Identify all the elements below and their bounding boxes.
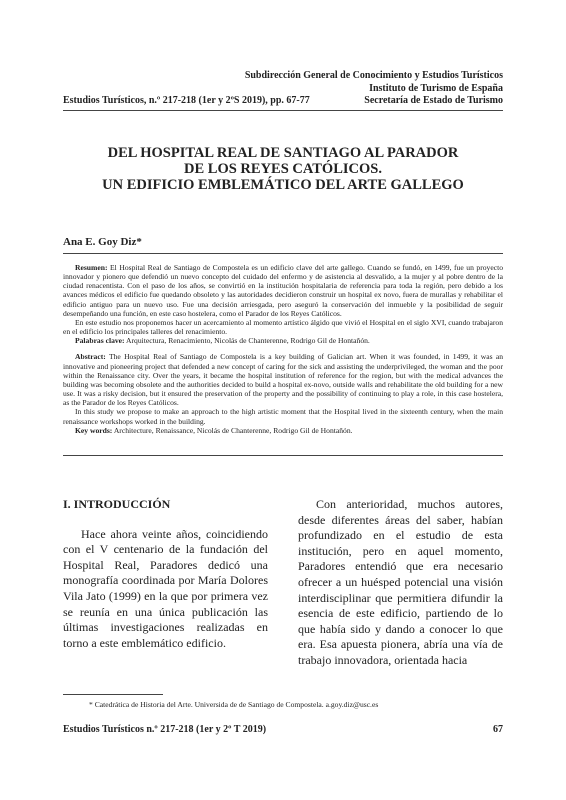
abstracts-divider — [63, 455, 503, 456]
abstract-paragraph — [63, 352, 503, 407]
institution-line-2: Instituto de Turismo de España — [369, 82, 503, 94]
resumen-paragraph-2: En este estudio nos proponemos hacer un acercamiento al momento artístico álgido que vivió el Hospital en el siglo XVI, cuando trabajaron en el edificio los principales talleres del renacimiento. — [63, 317, 503, 337]
author-divider — [63, 253, 503, 254]
author-name: Ana E. Goy Diz* — [63, 236, 142, 248]
article-title — [63, 145, 503, 193]
abstract-keywords-label: Key words: — [75, 425, 113, 435]
section-heading: I. INTRODUCCIÓN — [63, 497, 171, 511]
footnote-divider — [63, 694, 163, 695]
header-divider — [63, 110, 503, 111]
abstract-spacer — [63, 345, 503, 352]
abstract-paragraph-2: In this study we propose to make an approach to the high artistic moment that the Hospital lived in the sixteenth century, when the main renaissance workshops worked in the building. — [63, 407, 503, 426]
abstract-text: The Hospital Real of Santiago de Compostela is a key building of Galician art. When it was founded, in 1499, it was an innovative and pioneering project that defended a new concept of caring for the sick and assisting the underprivileged, the woman and the poor within the Renaissance city. Over the years, it became the hospital institution of reference for the region, but with the medical advances the building was becoming obsolete and the authorities decided to build a hospital ex-novo, outside walls and rehabilitate the old building for a new use. It was a risky decision, but it ensured the preservation of the property and the possibility of continuing to play a role, in this case hostelera, as the Parador de los Reyes Católicos. — [63, 352, 503, 408]
title-line-3: UN EDIFICIO EMBLEMÁTICO DEL ARTE GALLEGO — [102, 177, 464, 193]
abstract-keywords — [63, 426, 503, 435]
resumen-label: Resumen: — [75, 263, 108, 272]
resumen-text: El Hospital Real de Santiago de Compostela es un edificio clave del arte gallego. Cuando se fundó, en 1499, fue un proyecto innovador y pionero que defendió un nuevo concepto del cuidado del enfermo y de asistencia al desvalido, a la mujer y al pobre dentro de la ciudad renacentista. Con el paso de los años, se convirtió en la institución hospitalaria de referencia para toda la región, pero debido a los avances médicos el edificio fue quedando obsoleto y las autoridades decidieron construir un hospital ex novo, fuera de murallas y rehabilitar el edificio antiguo para un nuevo uso. Fue una decisión arriesgada, pero aseguró la conservación del inmueble y la posibilidad de seguir desempeñando una función, en este caso hostelera, como el Parador de los Reyes Católicos. — [63, 263, 503, 318]
resumen-paragraph — [63, 263, 503, 318]
body-column-right — [298, 497, 503, 669]
page-number: 67 — [493, 724, 503, 735]
intro-paragraph: Hace ahora veinte años, coincidiendo con el V centenario de la fundación del Hospital Real, Paradores dedicó una monografía coordinada por María Dolores Vila Jato (1999) en la que por primera vez se reunía en una única publicación las últimas investigaciones realizadas en torno a este emblemático edificio. — [63, 526, 268, 650]
resumen-keywords — [63, 336, 503, 345]
title-line-2: DE LOS REYES CATÓLICOS. — [184, 161, 382, 177]
abstract-label: Abstract: — [75, 352, 106, 362]
abstracts-block — [63, 263, 503, 435]
abstract-keywords-text: Architecture, Renaissance, Nicolás de Chanterenne, Rodrigo Gil de Hontañón. — [112, 425, 353, 435]
journal-citation: Estudios Turísticos, n.º 217-218 (1er y 2ºS 2019), pp. 67-77 — [63, 95, 310, 106]
continuation-paragraph: Con anterioridad, muchos autores, desde diferentes áreas del saber, habían profundizado en el estudio de esta institución, pero en aquel momento, Paradores entendió que era necesario ofrecer a un huésped potencial una visión interdisciplinar que permitiera difundir la esencia de este edificio, partiendo de lo que había sido y dando a conocer lo que era. Esa apuesta pionera, abría una vía de trabajo innovadora, orientada hacia — [298, 497, 503, 667]
institution-line-1: Subdirección General de Conocimiento y Estudios Turísticos — [244, 70, 503, 81]
author-footnote: * Catedrática de Historia del Arte. Universida de de Santiago de Compostela. a.goy.diz@usc.es — [89, 700, 379, 709]
body-column-left — [63, 497, 268, 651]
title-line-1: DEL HOSPITAL REAL DE SANTIAGO AL PARADOR — [107, 145, 459, 161]
institution-line-3: Secretaría de Estado de Turismo — [364, 95, 503, 106]
resumen-keywords-label: Palabras clave: — [75, 336, 125, 346]
resumen-keywords-text: Arquitectura, Renacimiento, Nicolás de Chanterenne, Rodrigo Gil de Hontañón. — [124, 336, 370, 346]
footer-journal: Estudios Turísticos n.º 217-218 (1er y 2º T 2019) — [63, 724, 267, 735]
